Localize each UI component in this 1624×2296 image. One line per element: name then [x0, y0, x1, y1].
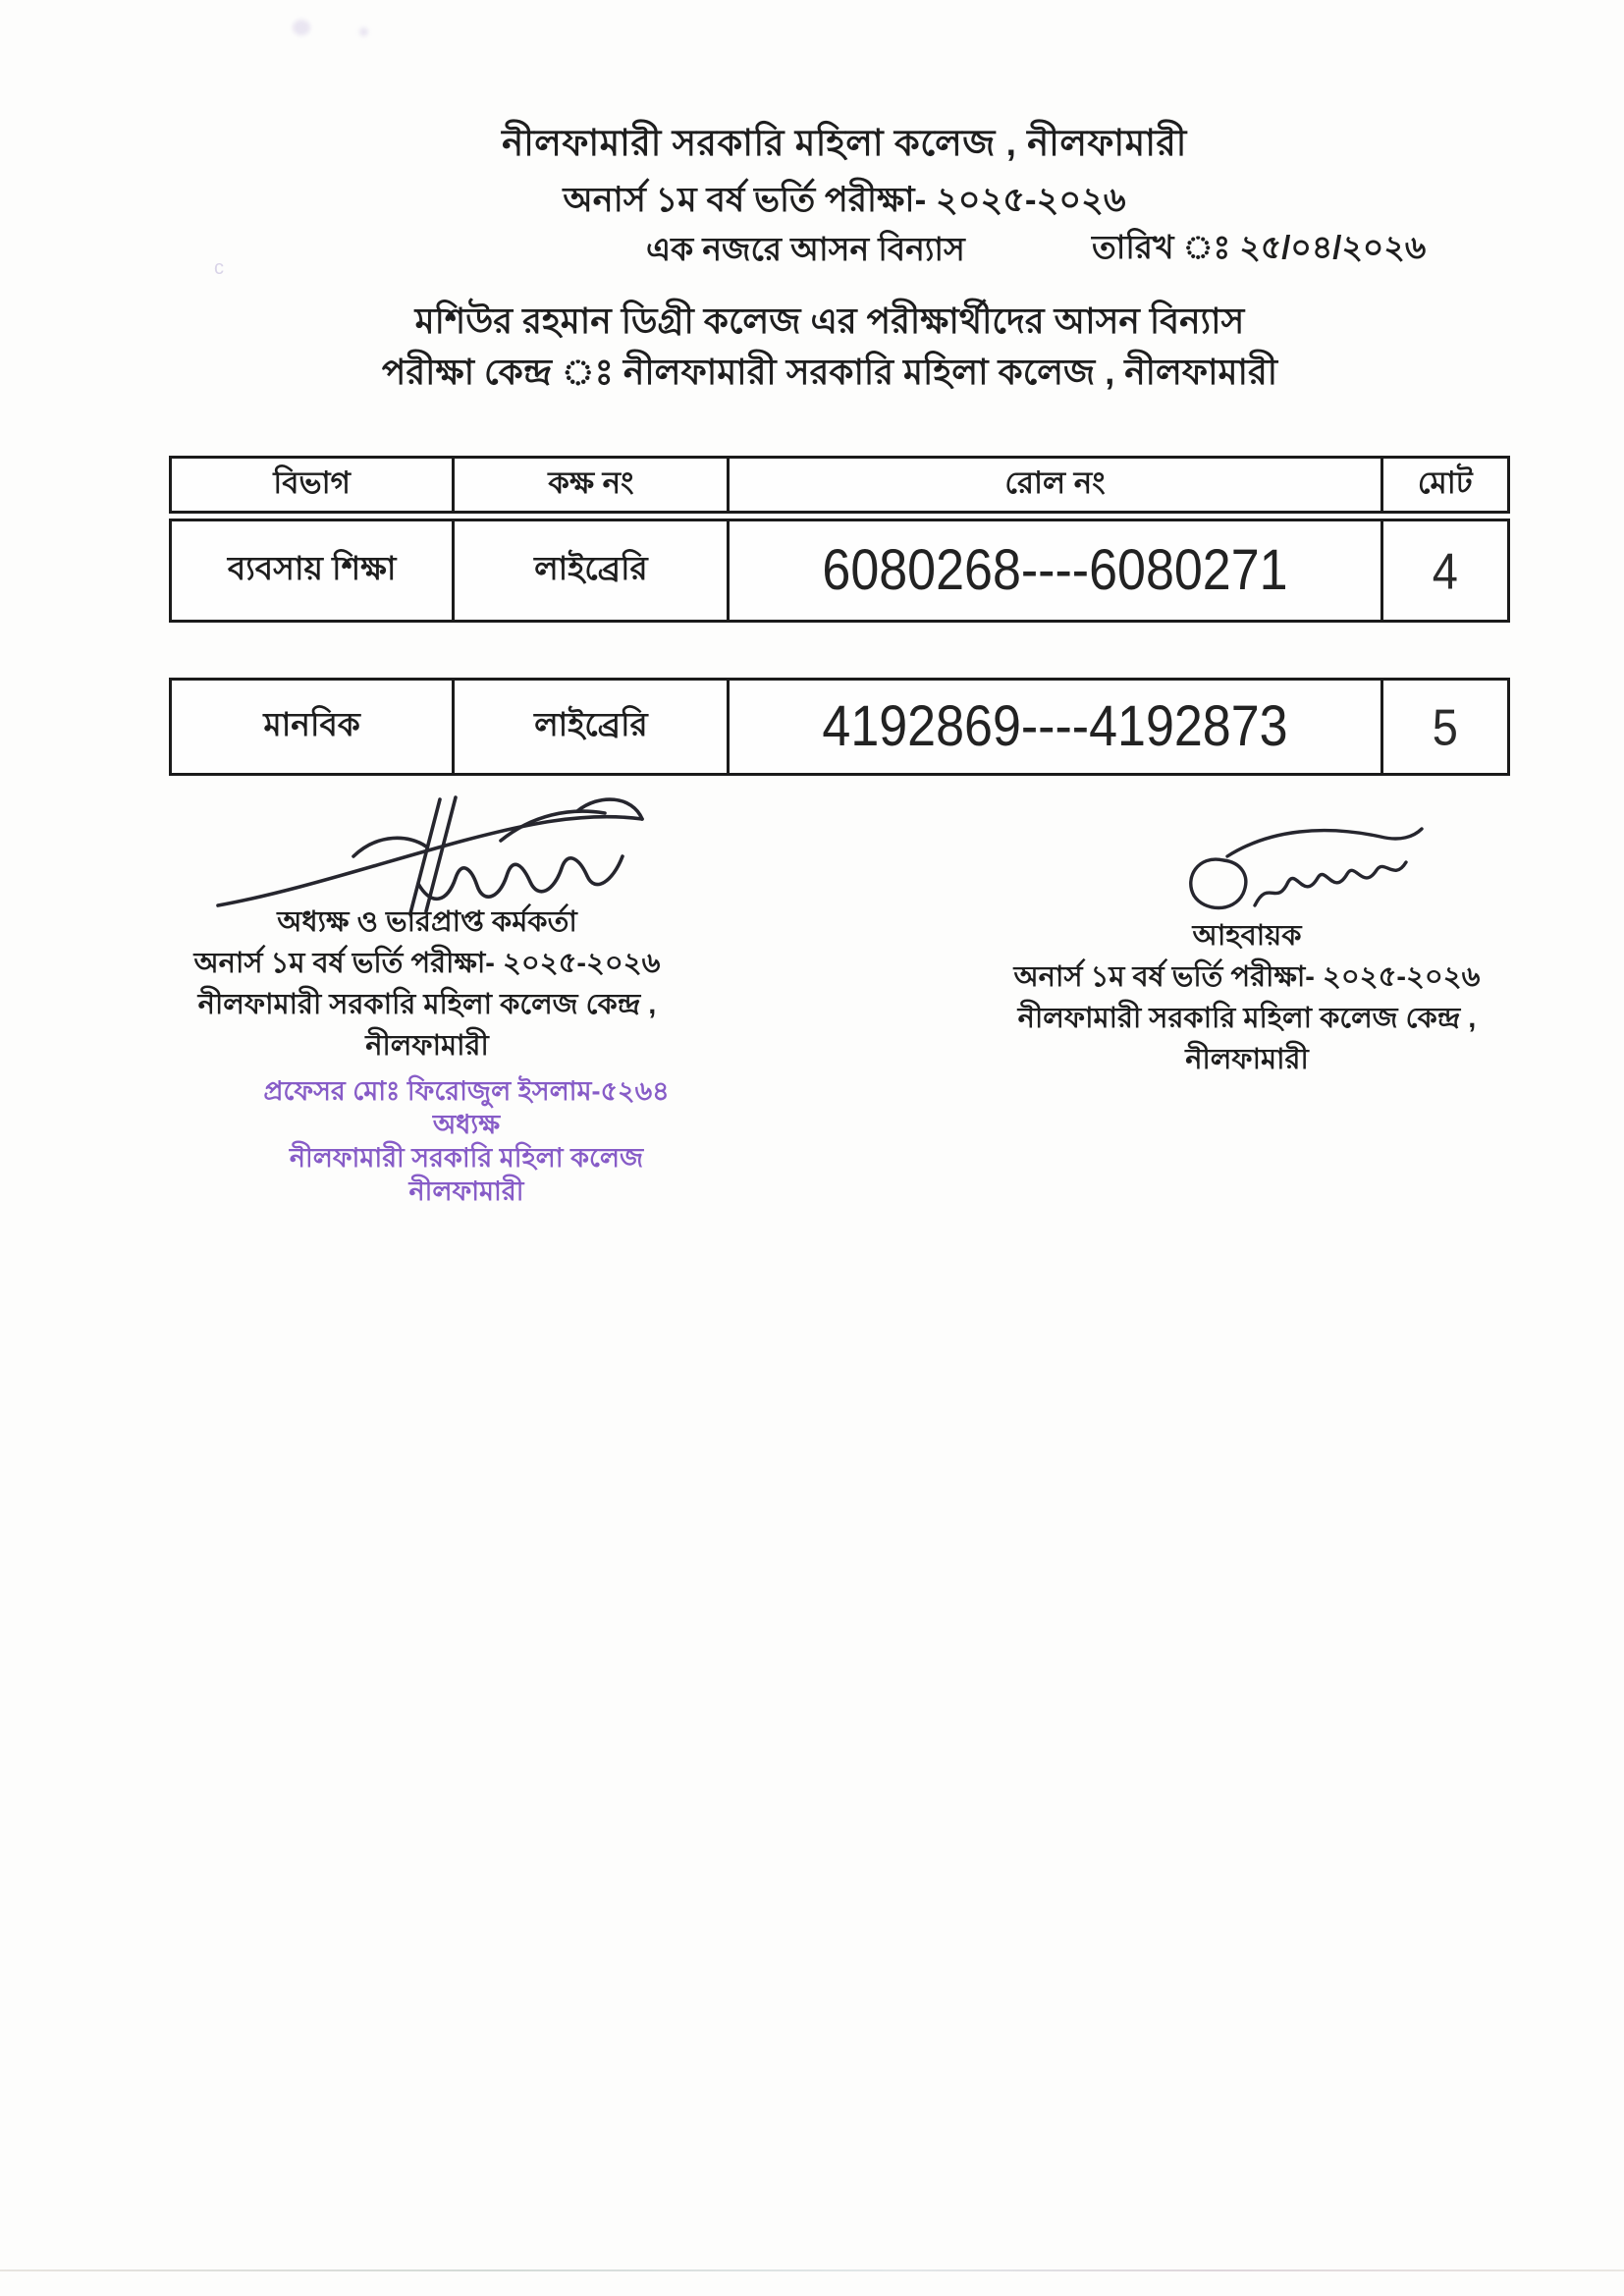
cell-department: [172, 681, 455, 773]
department-value: ব্যবসায় শিক্ষা: [227, 550, 397, 586]
right-signatory-center: নীলফামারী সরকারি মহিলা কলেজ কেন্দ্র ,: [1017, 1003, 1477, 1034]
header-label-total: মোট: [1417, 465, 1473, 500]
table-row: [169, 678, 1510, 776]
seating-overview-title: এক নজরে আসন বিন্যাস: [646, 231, 965, 267]
scan-speck: [359, 27, 368, 36]
room-value: লাইব্রেরি: [534, 706, 648, 742]
scan-edge-line: [0, 2269, 1624, 2271]
right-signatory-block: [1001, 915, 1492, 1080]
principal-stamp: [221, 1074, 712, 1208]
examinee-college-subtitle: মশিউর রহমান ডিগ্রী কলেজ এর পরীক্ষার্থীদের আসন বিন্যাস: [414, 301, 1245, 341]
header-cell-department: [172, 459, 455, 511]
cell-total: [1383, 681, 1507, 773]
header-cell-room: [455, 459, 730, 511]
total-value: 5: [1432, 697, 1458, 756]
left-signatory-place: নীলফামারী: [365, 1030, 489, 1062]
right-signature-icon: [1176, 817, 1432, 923]
right-signatory-place: নীলফামারী: [1185, 1044, 1309, 1075]
cell-room: [455, 521, 730, 620]
table-header-row: [169, 456, 1510, 514]
stamp-college: নীলফামারী সরকারি মহিলা কলেজ: [289, 1143, 644, 1173]
right-signatory-role: আহবায়ক: [1192, 920, 1302, 952]
left-signatory-block: [182, 902, 673, 1066]
seat-table-humanities: [169, 678, 1510, 776]
total-value: 4: [1432, 541, 1458, 600]
header-cell-roll: [730, 459, 1382, 511]
header-cell-total: [1383, 459, 1507, 511]
stamp-role: অধ্যক্ষ: [432, 1110, 501, 1139]
header-label-room: কক্ষ নং: [548, 465, 634, 500]
left-signatory-exam: অনার্স ১ম বর্ষ ভর্তি পরীক্ষা- ২০২৫-২০২৬: [193, 948, 661, 979]
cell-roll-range: [730, 681, 1382, 773]
room-value: লাইব্রেরি: [534, 550, 648, 586]
stamp-name: প্রফেসর মোঃ ফিরোজুল ইসলাম-৫২৬৪: [263, 1076, 670, 1106]
college-title: নীলফামারী সরকারি মহিলা কলেজ , নীলফামারী: [502, 123, 1187, 163]
cell-department: [172, 521, 455, 620]
seat-table-business-studies: [169, 456, 1510, 623]
scan-speck: [293, 20, 310, 35]
cell-roll-range: [730, 521, 1382, 620]
exam-date: তারিখ ঃ ২৫/০৪/২০২৬: [1092, 229, 1427, 265]
stamp-place: নীলফামারী: [408, 1176, 524, 1206]
cell-room: [455, 681, 730, 773]
right-signatory-exam: অনার্স ১ম বর্ষ ভর্তি পরীক্ষা- ২০২৫-২০২৬: [1013, 961, 1481, 993]
roll-range-value: 4192869----4192873: [822, 694, 1288, 759]
left-signatory-role: অধ্যক্ষ ও ভারপ্রাপ্ত কর্মকর্তা: [277, 906, 577, 938]
table-row: [169, 519, 1510, 623]
exam-title: অনার্স ১ম বর্ষ ভর্তি পরীক্ষা- ২০২৫-২০২৬: [563, 181, 1126, 219]
roll-range-value: 6080268----6080271: [822, 538, 1288, 603]
header-label-department: বিভাগ: [273, 465, 351, 500]
header-label-roll: রোল নং: [1004, 465, 1106, 500]
exam-center-subtitle: পরীক্ষা কেন্দ্র ঃ নীলফামারী সরকারি মহিলা কলেজ , নীলফামারী: [381, 352, 1278, 392]
cell-total: [1383, 521, 1507, 620]
scan-mark: c: [214, 257, 224, 279]
department-value: মানবিক: [263, 706, 360, 742]
left-signatory-center: নীলফামারী সরকারি মহিলা কলেজ কেন্দ্র ,: [197, 989, 657, 1020]
